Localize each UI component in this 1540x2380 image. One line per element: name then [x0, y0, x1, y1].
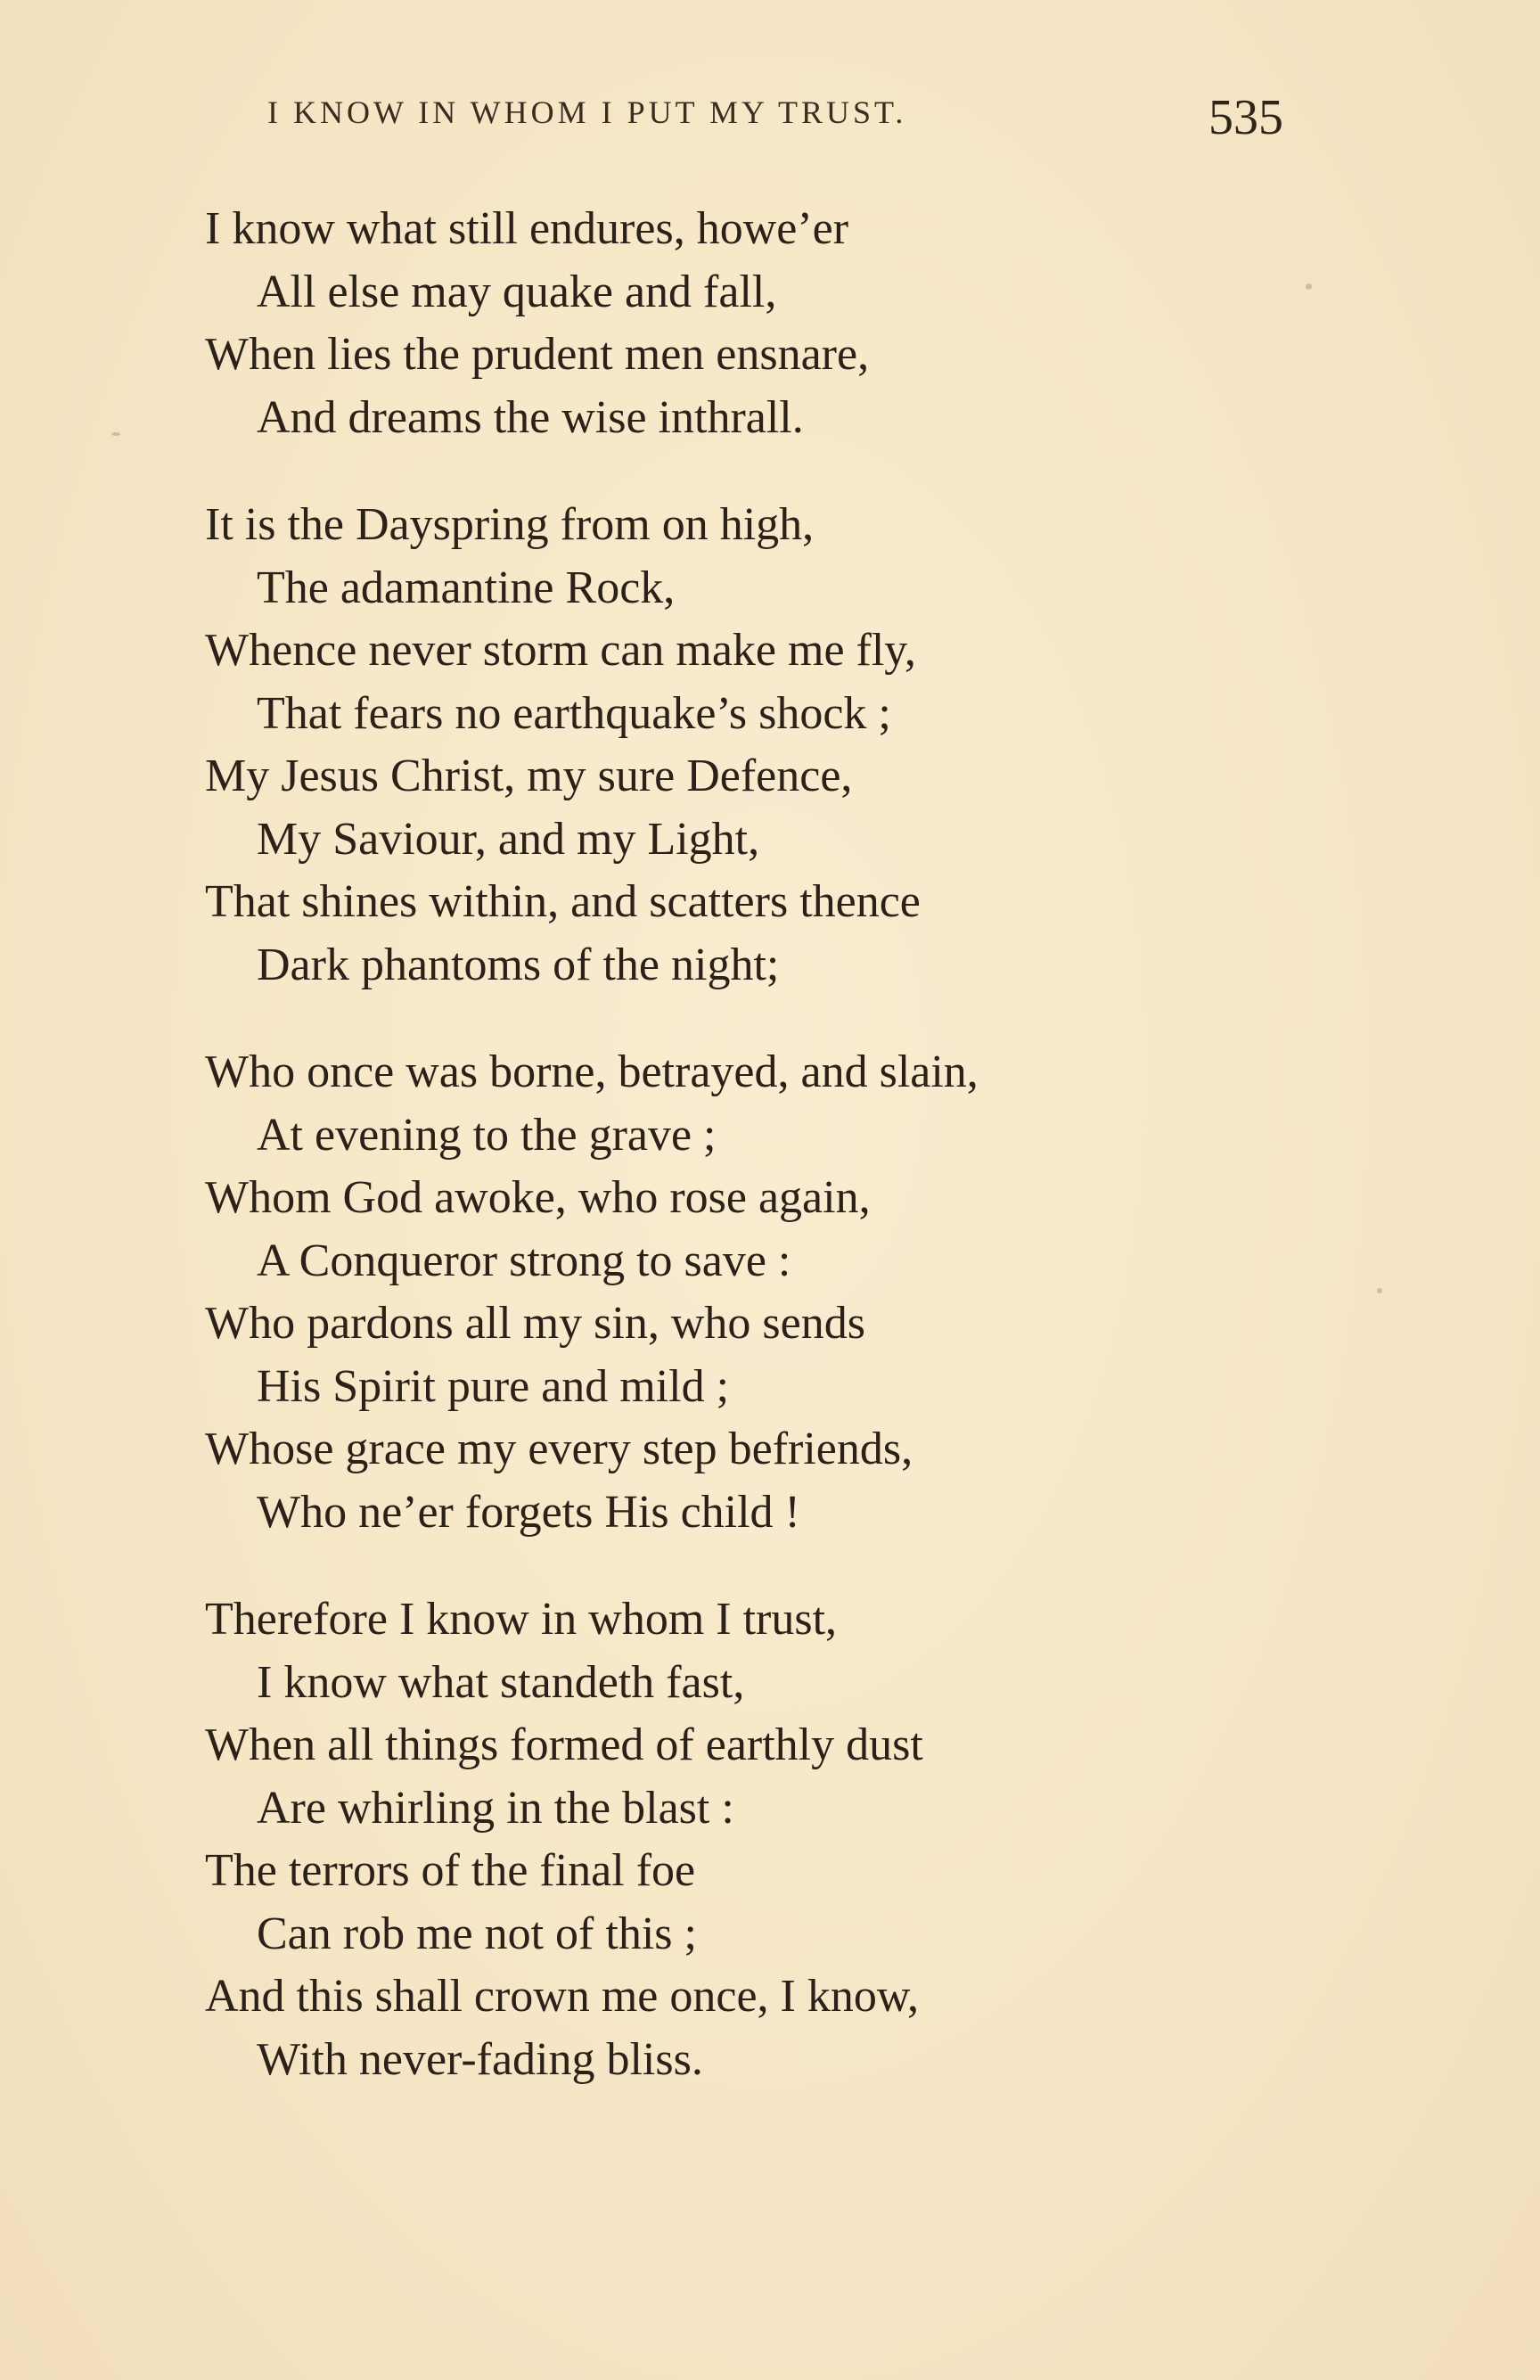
poem-line: Can rob me not of this ;: [257, 1908, 697, 1959]
poem-line: Dark phantoms of the night;: [257, 939, 780, 990]
stanza: [205, 198, 1417, 449]
poem-line: With never-fading bliss.: [257, 2033, 703, 2085]
poem-line: When lies the prudent men ensnare,: [205, 329, 870, 380]
stanza: [205, 1041, 1417, 1544]
poem-line: Are whirling in the blast :: [257, 1782, 734, 1834]
poem-line: Who ne’er forgets His child !: [257, 1486, 800, 1538]
poem-line: Therefore I know in whom I trust,: [205, 1594, 838, 1645]
paper-speck: [1306, 283, 1312, 290]
poem-line: That fears no earthquake’s shock ;: [257, 687, 891, 739]
page-number: 535: [1208, 90, 1283, 145]
poem-line: The terrors of the final foe: [205, 1845, 696, 1896]
poem-line: I know what still endures, howe’er: [205, 203, 849, 254]
poem: [205, 198, 1417, 2136]
poem-line: At evening to the grave ;: [257, 1109, 717, 1161]
poem-line: I know what standeth fast,: [257, 1656, 745, 1708]
poem-line: It is the Dayspring from on high,: [205, 499, 815, 550]
poem-line: Whose grace my every step befriends,: [205, 1424, 913, 1474]
paper-speck: [111, 432, 120, 436]
poem-line: My Jesus Christ, my sure Defence,: [205, 751, 853, 801]
stanza: [205, 1588, 1417, 2091]
poem-line: Who once was borne, betrayed, and slain,: [205, 1046, 979, 1097]
poem-line: His Spirit pure and mild ;: [257, 1360, 730, 1412]
poem-line: And this shall crown me once, I know,: [205, 1971, 920, 2022]
poem-line: That shines within, and scatters thence: [205, 876, 921, 927]
poem-line: A Conqueror strong to save :: [257, 1235, 791, 1286]
poem-line: Whom God awoke, who rose again,: [205, 1172, 871, 1223]
running-title: I KNOW IN WHOM I PUT MY TRUST.: [267, 94, 907, 130]
poem-line: Whence never storm can make me fly,: [205, 625, 916, 676]
poem-line: And dreams the wise inthrall.: [257, 391, 804, 443]
paper-speck: [1377, 1288, 1382, 1293]
poem-line: Who pardons all my sin, who sends: [205, 1298, 865, 1349]
stanza: [205, 494, 1417, 997]
poem-line: All else may quake and fall,: [257, 266, 777, 317]
poem-line: When all things formed of earthly dust: [205, 1719, 923, 1770]
poem-line: The adamantine Rock,: [257, 562, 676, 613]
poem-line: My Saviour, and my Light,: [257, 813, 760, 865]
